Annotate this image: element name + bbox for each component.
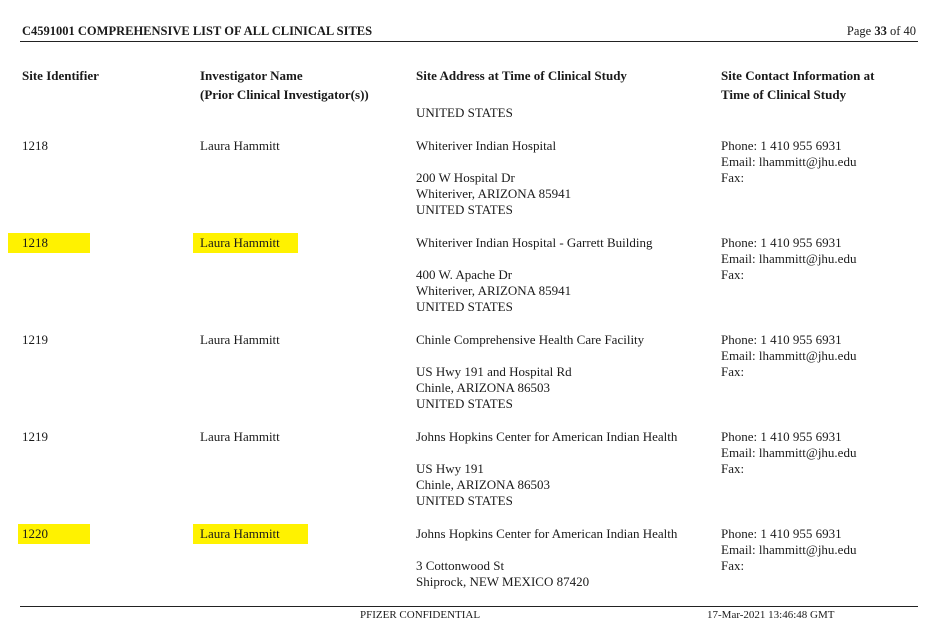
country: UNITED STATES xyxy=(416,493,513,508)
column-header-investigator: Investigator Name (Prior Clinical Investigator(s)) xyxy=(200,68,369,102)
header-rule xyxy=(20,41,918,42)
page-number: Page 33 of 40 xyxy=(846,24,916,38)
contact-phone: Phone: 1 410 955 6931 xyxy=(721,526,842,541)
site-id: 1218 xyxy=(22,138,48,153)
investigator-name: Laura Hammitt xyxy=(200,526,280,541)
country: UNITED STATES xyxy=(416,396,513,411)
site-id: 1219 xyxy=(22,429,48,444)
column-header-contact: Site Contact Information at Time of Clinical Study xyxy=(721,68,875,102)
city-state-zip: Shiprock, NEW MEXICO 87420 xyxy=(416,574,590,589)
contact-phone: Phone: 1 410 955 6931 xyxy=(721,235,842,250)
footer-rule xyxy=(20,606,918,607)
street-address: 400 W. Apache Dr xyxy=(416,267,513,282)
street-address: US Hwy 191 and Hospital Rd xyxy=(416,364,572,379)
site-id: 1219 xyxy=(22,332,48,347)
contact-email: Email: lhammitt@jhu.edu xyxy=(721,445,857,460)
contact-email: Email: lhammitt@jhu.edu xyxy=(721,154,857,169)
contact-fax: Fax: xyxy=(721,364,745,379)
site-id: 1218 xyxy=(22,235,48,250)
city-state-zip: Whiteriver, ARIZONA 85941 xyxy=(416,283,572,298)
street-address: 3 Cottonwood St xyxy=(416,558,505,573)
facility-name: Whiteriver Indian Hospital xyxy=(416,138,557,153)
contact-fax: Fax: xyxy=(721,267,745,282)
contact-email: Email: lhammitt@jhu.edu xyxy=(721,348,857,363)
footer-timestamp: 17-Mar-2021 13:46:48 GMT xyxy=(707,609,835,621)
street-address: 200 W Hospital Dr xyxy=(416,170,515,185)
facility-name: Johns Hopkins Center for American Indian Health xyxy=(416,429,678,444)
city-state-zip: Whiteriver, ARIZONA 85941 xyxy=(416,186,572,201)
investigator-name: Laura Hammitt xyxy=(200,138,280,153)
city-state-zip: Chinle, ARIZONA 86503 xyxy=(416,477,550,492)
facility-name: Whiteriver Indian Hospital - Garrett Building xyxy=(416,235,653,250)
contact-phone: Phone: 1 410 955 6931 xyxy=(721,332,842,347)
contact-email: Email: lhammitt@jhu.edu xyxy=(721,542,857,557)
contact-fax: Fax: xyxy=(721,558,745,573)
investigator-name: Laura Hammitt xyxy=(200,235,280,250)
contact-email: Email: lhammitt@jhu.edu xyxy=(721,251,857,266)
facility-name: Johns Hopkins Center for American Indian Health xyxy=(416,526,678,541)
investigator-name: Laura Hammitt xyxy=(200,429,280,444)
page-header-title: C4591001 COMPREHENSIVE LIST OF ALL CLINICAL SITES xyxy=(22,24,373,38)
contact-fax: Fax: xyxy=(721,170,745,185)
site-id: 1220 xyxy=(22,526,48,541)
column-header-address: Site Address at Time of Clinical Study xyxy=(416,68,627,83)
contact-phone: Phone: 1 410 955 6931 xyxy=(721,138,842,153)
contact-phone: Phone: 1 410 955 6931 xyxy=(721,429,842,444)
footer-confidential: PFIZER CONFIDENTIAL xyxy=(360,609,481,621)
contact-fax: Fax: xyxy=(721,461,745,476)
highlight-site-id xyxy=(8,233,90,253)
facility-name: Chinle Comprehensive Health Care Facility xyxy=(416,332,645,347)
street-address: US Hwy 191 xyxy=(416,461,484,476)
country: UNITED STATES xyxy=(416,202,513,217)
column-header-site-id: Site Identifier xyxy=(22,68,99,83)
carryover-country: UNITED STATES xyxy=(416,105,513,120)
investigator-name: Laura Hammitt xyxy=(200,332,280,347)
country: UNITED STATES xyxy=(416,299,513,314)
city-state-zip: Chinle, ARIZONA 86503 xyxy=(416,380,550,395)
